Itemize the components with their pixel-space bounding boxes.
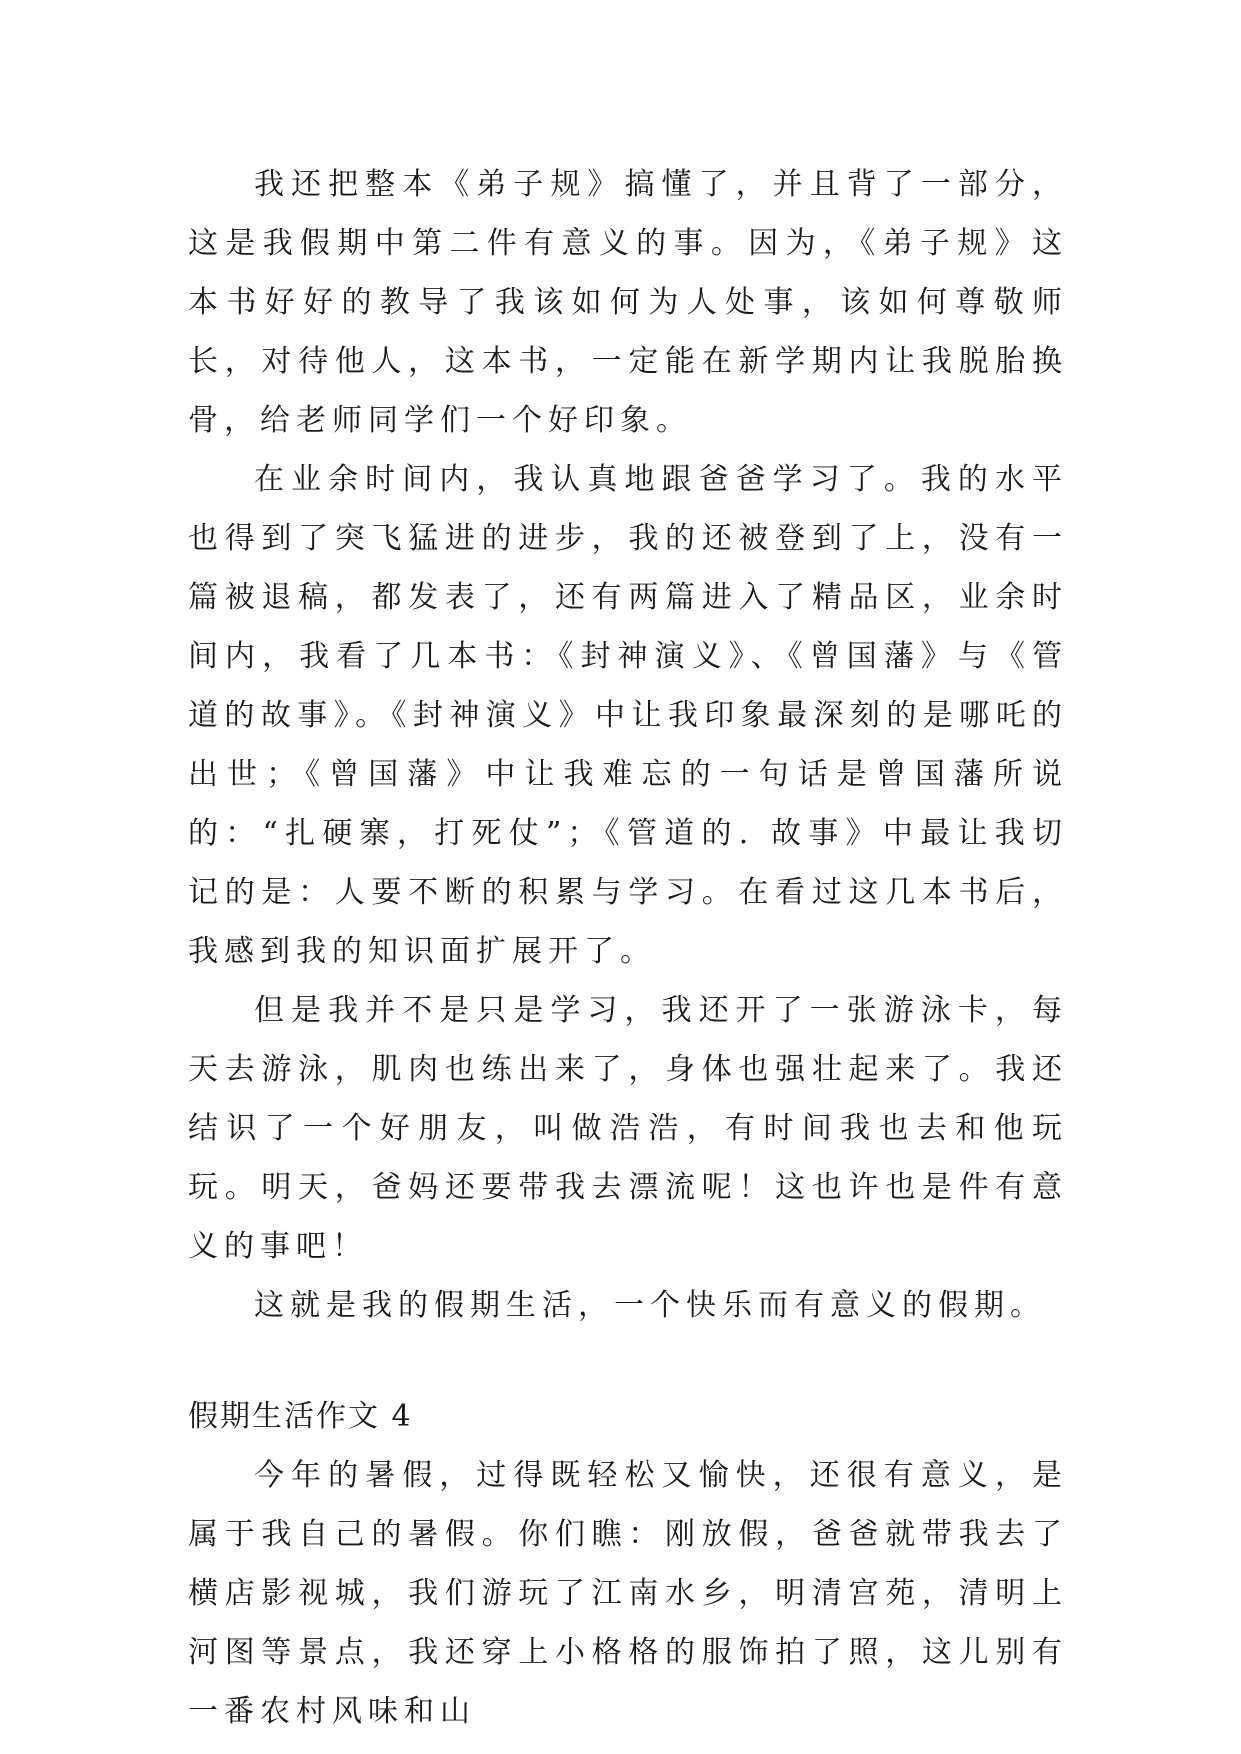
paragraph-reading: 在业余时间内，我认真地跟爸爸学习了。我的水平也得到了突飞猛进的进步，我的还被登到了上，没有一篇被退稿，都发表了，还有两篇进入了精品区，业余时间内，我看了几本书：《封神演义》、《曾国藩》与《管道的故事》。《封神演义》中让我印象最深刻的是哪吒的出世；《曾国藩》中让我难忘的一句话是曾国藩所说的：“扎硬寨，打死仗”；《管道的. 故事》中最让我切记的是：人要不断的积累与学习。在看过这几本书后，我感到我的知识面扩展开了。	[188, 462, 1068, 969]
paragraph-swimming: 但是我并不是只是学习，我还开了一张游泳卡，每天去游泳，肌肉也练出来了，身体也强壮起来了。我还结识了一个好朋友，叫做浩浩，有时间我也去和他玩玩。明天，爸妈还要带我去漂流呢！这也许也是件有意义的事吧！	[188, 993, 1068, 1264]
paragraph-dizigui: 我还把整本《弟子规》搞懂了，并且背了一部分，这是我假期中第二件有意义的事。因为，《弟子规》这本书好好的教导了我该如何为人处事，该如何尊敬师长，对待他人，这本书，一定能在新学期内让我脱胎换骨，给老师同学们一个好印象。	[188, 167, 1068, 438]
section-title: 假期生活作文 4	[188, 1399, 413, 1434]
paragraph-summer-vacation: 今年的暑假，过得既轻松又愉快，还很有意义，是属于我自己的暑假。你们瞧：刚放假，爸爸就带我去了横店影视城，我们游玩了江南水乡，明清宫苑，清明上河图等景点，我还穿上小格格的服饰拍了照，这儿别有一番农村风味和山	[188, 1458, 1068, 1729]
document-body	[188, 155, 1068, 1741]
paragraph-summary: 这就是我的假期生活，一个快乐而有意义的假期。	[254, 1288, 1046, 1323]
